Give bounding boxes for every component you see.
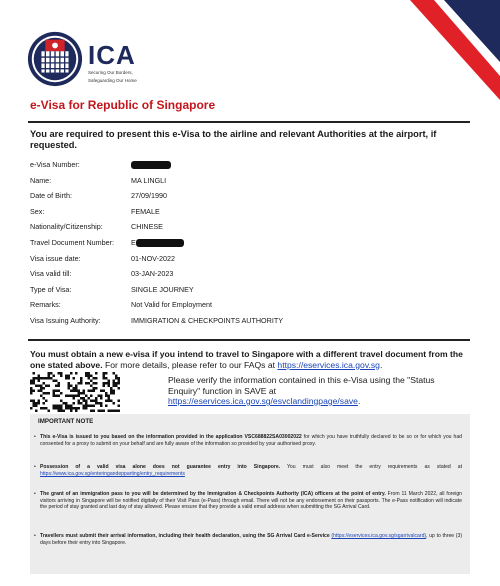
note-bullet-text: for which you have truthfully declared to be so or for which you had consented for a proxy to submit on your behalf and are fully aware of the information so provided by your authorised proxy. (40, 434, 462, 447)
new-visa-bold: You must obtain a new e-visa if you intend to travel to Singapore with a different travel document from the one stated above. (30, 349, 463, 370)
detail-value (131, 316, 283, 325)
detail-value (131, 300, 212, 309)
detail-row (30, 316, 470, 328)
verify-end: . (357, 396, 361, 406)
detail-label: Visa Issuing Authority: (30, 316, 101, 325)
important-note-box (30, 414, 470, 574)
detail-row (30, 191, 470, 203)
faq-text: For more details, please refer to our FAQs at (104, 359, 276, 370)
detail-value (131, 269, 173, 278)
header-divider (28, 121, 470, 123)
detail-label: Type of Visa: (30, 284, 72, 294)
detail-row (30, 300, 470, 312)
redaction-block (136, 239, 184, 247)
faq-link[interactable]: https://eservices.ica.gov.sg (277, 359, 380, 370)
logo-tagline-1: Securing Our Borders, (88, 70, 133, 75)
detail-label: Nationality/Citizenship: (30, 222, 103, 232)
verify-notice (168, 375, 468, 407)
note-bullet (40, 434, 462, 447)
new-visa-notice (30, 349, 470, 370)
detail-label: Visa issue date: (30, 253, 81, 263)
detail-value-text: IMMIGRATION & CHECKPOINTS AUTHORITY (131, 316, 284, 325)
detail-row (30, 160, 470, 172)
note-bullet-bold: This e-Visa is issued to you based on the information provided in the application VSC688822SA03002022 (40, 434, 302, 440)
detail-row (30, 222, 470, 234)
detail-value (131, 207, 160, 216)
detail-value-text: E (131, 238, 136, 247)
detail-value (131, 238, 184, 247)
detail-value-text: CHINESE (131, 222, 163, 232)
detail-value-text: 27/09/1990 (131, 191, 167, 201)
note-bullet-text: , up to three (3) days before their entry into Singapore. (40, 533, 463, 546)
note-bullet (40, 491, 462, 511)
note-bullet-link[interactable]: https://www.ica.gov.sg/enteringandepparting/entry_requirements (40, 470, 185, 477)
note-bullet-bold: Possession of a valid visa alone does not guarantee entry into Singapore. (40, 464, 281, 470)
detail-value (131, 254, 175, 263)
faq-end: . (379, 359, 383, 370)
detail-value-text: FEMALE (131, 206, 160, 216)
note-bullet-text: You must also meet the entry requirements as stated at (280, 464, 462, 470)
detail-value-text: 03-JAN-2023 (131, 269, 174, 279)
detail-row (30, 285, 470, 297)
detail-label: Remarks: (30, 300, 61, 310)
redaction-block (131, 161, 171, 169)
ica-logo (26, 30, 137, 88)
present-notice: You are required to present this e-Visa to the airline and relevant Authorities at the airport, if requested. (30, 129, 437, 150)
detail-label: Sex: (30, 206, 45, 216)
note-bullet-text: From 11 March 2022, all foreign visitors arriving in Singapore will be notified digitally of their Visit Pass (e-Pass) through email. There will not be any endorsement on their passports. The e-Pass notification will indicate the period of stay granted and last day of stay allowed. Please ensure that they provide a valid email address when submitting the SG Arrival Card. (40, 491, 463, 511)
note-bullet (40, 533, 462, 546)
detail-row (30, 269, 470, 281)
verify-text: Please verify the information contained in this e-Visa using the "Status Enquiry" function in SAVE at (168, 375, 435, 396)
detail-row (30, 238, 470, 250)
corner-stripes-decoration (380, 0, 500, 100)
note-bullet-link[interactable]: (https://eservices.ica.gov.sg/sgarrivalcard) (331, 533, 427, 539)
detail-row (30, 254, 470, 266)
note-bullet (40, 464, 462, 477)
detail-label: Name: (30, 175, 52, 185)
detail-label: e-Visa Number: (30, 160, 80, 169)
details-divider (28, 339, 470, 341)
detail-value (131, 176, 166, 185)
detail-label: Visa valid till: (30, 269, 72, 279)
note-bullet-bold: The grant of an immigration pass to you will be determined by the Immigration & Checkpoints Authority (ICA) officers at the point of entry. (40, 491, 386, 497)
detail-label: Date of Birth: (30, 191, 72, 201)
detail-value-text: 01-NOV-2022 (131, 253, 175, 263)
detail-label: Travel Document Number: (30, 238, 115, 247)
detail-value (131, 191, 167, 200)
detail-row (30, 207, 470, 219)
detail-value-text: Not Valid for Employment (131, 300, 212, 310)
detail-value (131, 285, 194, 294)
detail-value (131, 160, 171, 169)
logo-tagline-2: Safeguarding Our Home (88, 78, 137, 83)
detail-value-text: MA LINGLI (131, 175, 167, 185)
note-bullet-bold: Travellers must submit their arrival information, including their health declaration, using the SG Arrival Card e-Service (40, 533, 330, 539)
save-link[interactable]: https://eservices.ica.gov.sg/esvclandingpage/save (168, 396, 358, 406)
qr-code-icon (30, 372, 120, 412)
detail-value-text: SINGLE JOURNEY (131, 284, 194, 294)
detail-value (131, 222, 163, 231)
logo-text: ICA (88, 40, 136, 70)
document-title: e-Visa for Republic of Singapore (30, 98, 216, 112)
detail-row (30, 176, 470, 188)
ica-crest-icon (26, 30, 84, 88)
important-note-title: IMPORTANT NOTE (38, 418, 94, 425)
